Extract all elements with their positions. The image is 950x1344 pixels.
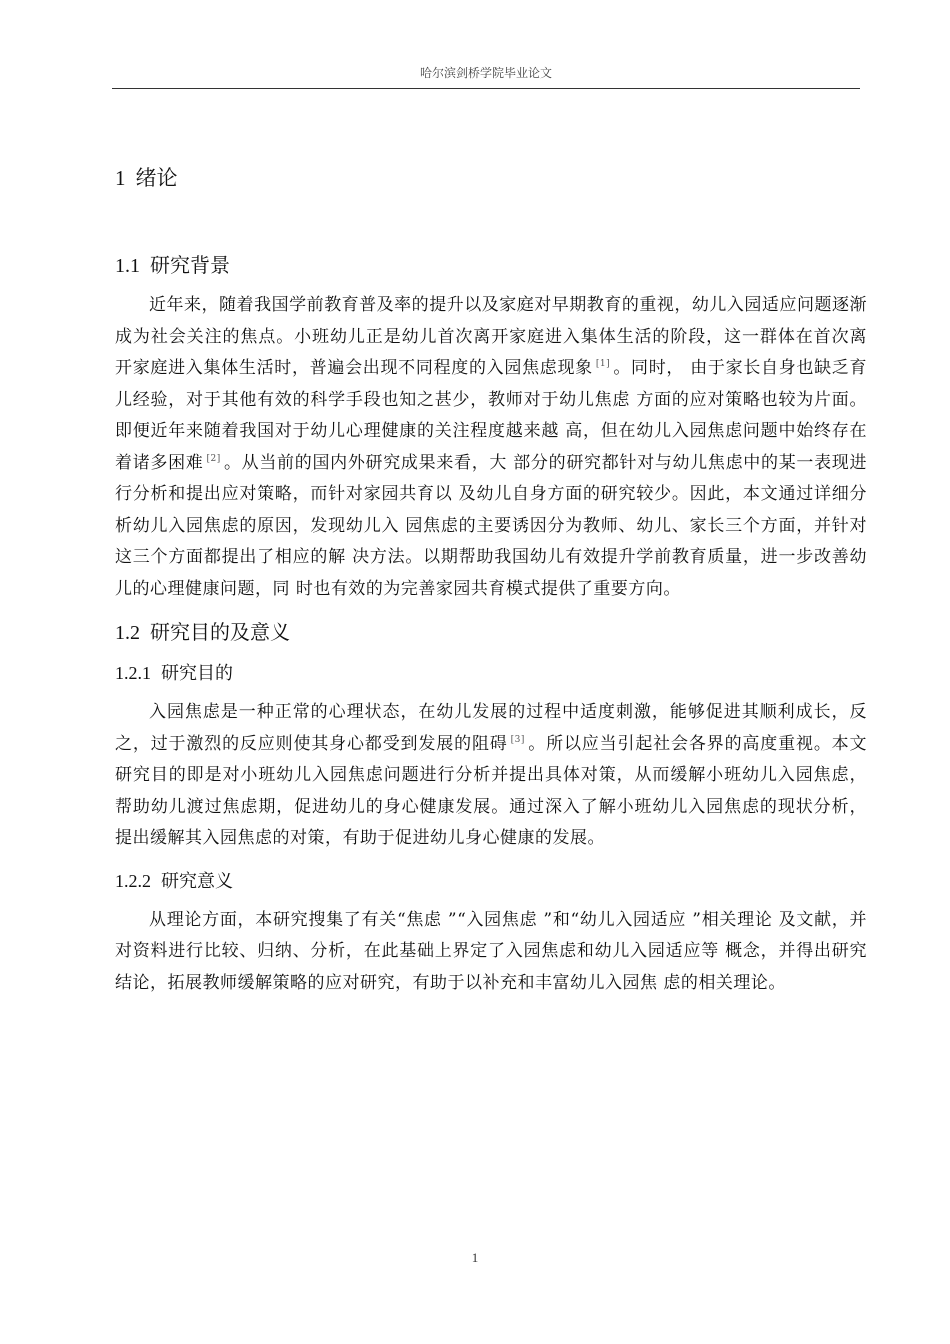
text-run: 近年来，随着我国学前教育普及率的提升以及家庭对早期教育的重视，幼儿入园适应问题逐渐成为社会关注的焦点。小班幼儿正是幼儿首次离开家庭进入集体生活的阶段，这一群体在首次离开家庭进入集体生活时，普遍会出现不同程度的入园焦虑现象 [115, 295, 867, 378]
subsection-number: 1.2.2 [115, 870, 151, 891]
document-body [115, 162, 867, 999]
section-number: 1.1 [115, 255, 140, 277]
citation-2: [2] [206, 453, 221, 464]
purpose-paragraph [115, 697, 867, 855]
chapter-number: 1 [115, 166, 126, 190]
page-number: 1 [471, 1250, 479, 1265]
page-header [112, 66, 860, 89]
chapter-heading [115, 162, 867, 194]
subsection-title: 研究目的 [161, 663, 233, 684]
text-run: 入园焦虑是一种正常的心理状态，在幼儿发展的过程中适度刺激，能够促进其顺利成长，反之，过于激烈的反应则使其身心都受到发展的阻碍 [115, 702, 867, 754]
section-title: 研究背景 [150, 253, 230, 277]
subsection-heading-1-2-1 [115, 659, 867, 687]
section-heading-1-1 [115, 250, 867, 280]
significance-paragraph: 从理论方面，本研究搜集了有关“焦虑 ”“入园焦虑 ”和“幼儿入园适应 ”相关理论 及文献，并对资料进行比较、归纳、分析，在此基础上界定了入园焦虑和幼儿入园适应等 概念，并得出研究结论，拓展教师缓解策略的应对研究，有助于以补充和丰富幼儿入园焦 虑的相关理论。 [115, 909, 867, 993]
subsection-heading-1-2-2 [115, 867, 867, 895]
text-run: 。同时， 由于家长自身也缺乏育儿经验，对于其他有效的科学手段也知之甚少，教师对于幼儿焦虑 方面的应对策略也较为片面。即便近年来随着我国对于幼儿心理健康的关注程度越来越 高，但在幼儿入园焦虑问题中始终存在着诸多困难 [115, 358, 868, 473]
section-title: 研究目的及意义 [150, 620, 290, 644]
header-title: 哈尔滨剑桥学院毕业论文 [419, 66, 552, 80]
text-run: 。所以应当引起社会各界的高度重视。本文研究目的即是对小班幼儿入园焦虑问题进行分析并提出具体对策，从而缓解小班幼儿入园焦虑，帮助幼儿渡过焦虑期，促进幼儿的身心健康发展。通过深入了解小班幼儿入园焦虑的现状分析，提出缓解其入园焦虑的对策，有助于促进幼儿身心健康的发展。 [115, 733, 868, 848]
subsection-number: 1.2.1 [115, 663, 151, 683]
citation-1: [1] [595, 359, 611, 369]
section-number: 1.2 [115, 622, 140, 644]
background-paragraph [115, 290, 867, 605]
section-heading-1-2 [115, 617, 867, 647]
subsection-title: 研究意义 [161, 870, 233, 892]
citation-3: [3] [510, 734, 525, 745]
text-run: 。从当前的国内外研究成果来看，大 部分的研究都针对与幼儿焦虑中的某一表现进行分析和提出应对策略，而针对家园共育以 及幼儿自身方面的研究较少。因此，本文通过详细分析幼儿入园焦虑的原因，发现幼儿入 园焦虑的主要诱因分为教师、幼儿、家长三个方面，并针对这三个方面都提出了相应的解 决方法。以期帮助我国幼儿有效提升学前教育质量，进一步改善幼儿的心理健康问题，同 时也有效的为完善家园共育模式提供了重要方向。 [115, 452, 868, 599]
chapter-title: 绪论 [135, 166, 178, 190]
